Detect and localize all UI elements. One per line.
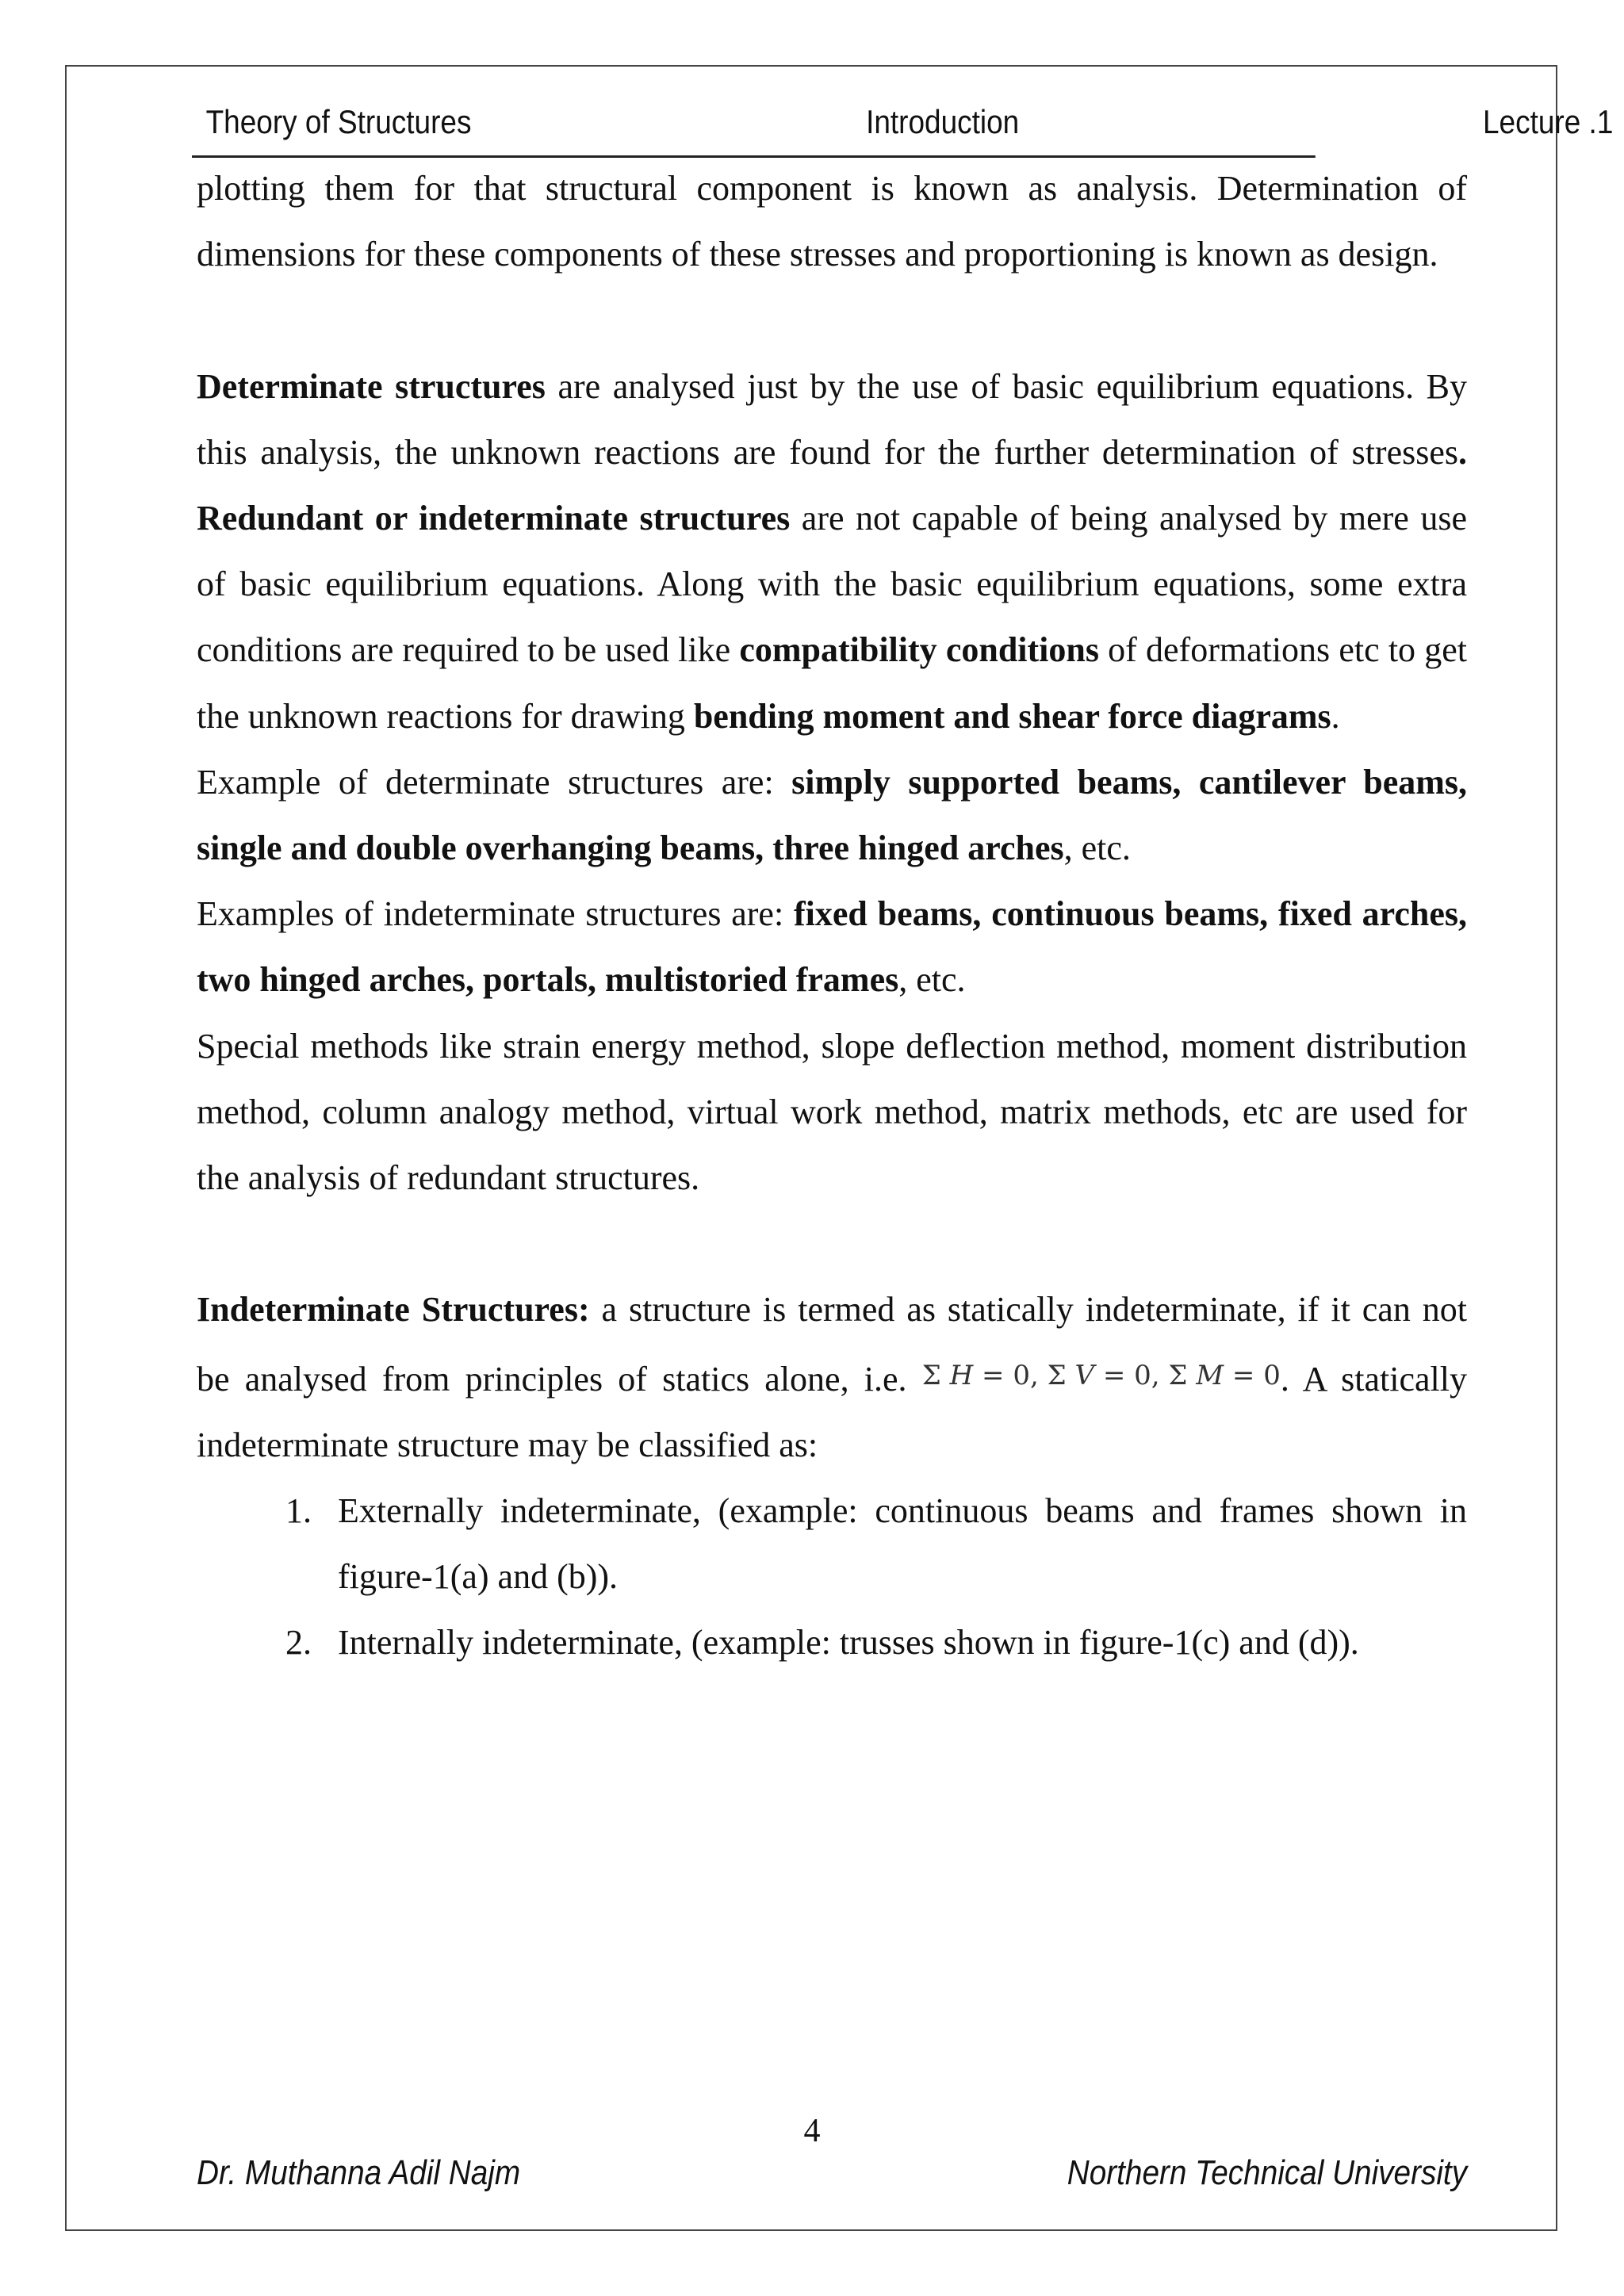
- paragraph-spacer: [197, 1211, 1467, 1276]
- page-header: [192, 97, 1614, 158]
- paragraph-indeterminate-examples: [197, 881, 1467, 1012]
- text-fragment: Examples of indeterminate structures are:: [197, 894, 794, 934]
- paragraph-determinate-structures: [197, 354, 1467, 749]
- term-compatibility-conditions: compatibility conditions: [739, 630, 1099, 670]
- header-lecture-number: Lecture .1: [1483, 103, 1614, 140]
- page-number: 4: [803, 2113, 821, 2149]
- footer-author: Dr. Muthanna Adil Najm: [197, 2153, 521, 2192]
- list-item-text: Externally indeterminate, (example: continuous beams and frames shown in figure-1(a) and (b)).: [338, 1491, 1467, 1597]
- header-section-title: Introduction: [866, 103, 1020, 140]
- term-determinate-structures: Determinate structures: [197, 366, 546, 406]
- text-fragment: are not capable of being analysed by mere use of basic equilibrium equations. Along with the basic equilibrium equations, some extra conditions are required to be used like: [197, 499, 1467, 670]
- determinate-examples-list: simply supported beams, cantilever beams, single and double overhanging beams, three hinged arches: [197, 762, 1468, 868]
- list-item: [197, 1609, 1467, 1675]
- text-fragment: of deformations etc to get the unknown reactions for drawing: [197, 630, 1467, 736]
- equilibrium-equations-formula: Σ H = 0, Σ V = 0, Σ M = 0: [921, 1359, 1281, 1391]
- list-item-number: 2.: [285, 1623, 312, 1663]
- text-fragment: . A statically indeterminate structure may be classified as:: [197, 1359, 1468, 1464]
- text-fragment: are analysed just by the use of basic equilibrium equations. By this analysis, the unknown reactions are found for the further determination of stresses: [197, 366, 1468, 472]
- list-item-number: 1.: [285, 1491, 312, 1531]
- term-bending-shear-diagrams: bending moment and shear force diagrams: [693, 696, 1331, 736]
- text-fragment: Example of determinate structures are:: [197, 762, 792, 802]
- header-course-title: Theory of Structures: [205, 103, 472, 140]
- indeterminate-examples-list: fixed beams, continuous beams, fixed arches, two hinged arches, portals, multistoried frames: [197, 894, 1467, 1000]
- text-fragment: , etc.: [898, 960, 966, 1000]
- text-fragment: a structure is termed as statically indeterminate, if it can not be analysed from principles of statics alone, i.e.: [197, 1290, 1467, 1399]
- list-item-text: Internally indeterminate, (example: trusses shown in figure-1(c) and (d)).: [338, 1623, 1359, 1663]
- classification-list: [197, 1478, 1467, 1676]
- paragraph-determinate-examples: [197, 749, 1467, 881]
- document-body: [197, 155, 1467, 1676]
- term-indeterminate-structures: Indeterminate Structures:: [197, 1290, 590, 1330]
- term-redundant-structures: . Redundant or indeterminate structures: [197, 432, 1467, 538]
- paragraph-special-methods: Special methods like strain energy method, slope deflection method, moment distribution method, column analogy method, virtual work method, matrix methods, etc are used for the analysis of redundant structures.: [197, 1026, 1467, 1198]
- footer-institution: Northern Technical University: [1067, 2153, 1467, 2192]
- paragraph-indeterminate-definition: [197, 1276, 1467, 1478]
- paragraph-analysis-design: plotting them for that structural component is known as analysis. Determination of dimensions for these components of these stresses and proportioning is known as design.: [197, 169, 1467, 274]
- text-fragment: .: [1331, 696, 1340, 736]
- page-footer: [197, 2153, 1467, 2201]
- paragraph-spacer: [197, 287, 1467, 353]
- text-fragment: , etc.: [1063, 828, 1131, 868]
- list-item: [197, 1478, 1467, 1609]
